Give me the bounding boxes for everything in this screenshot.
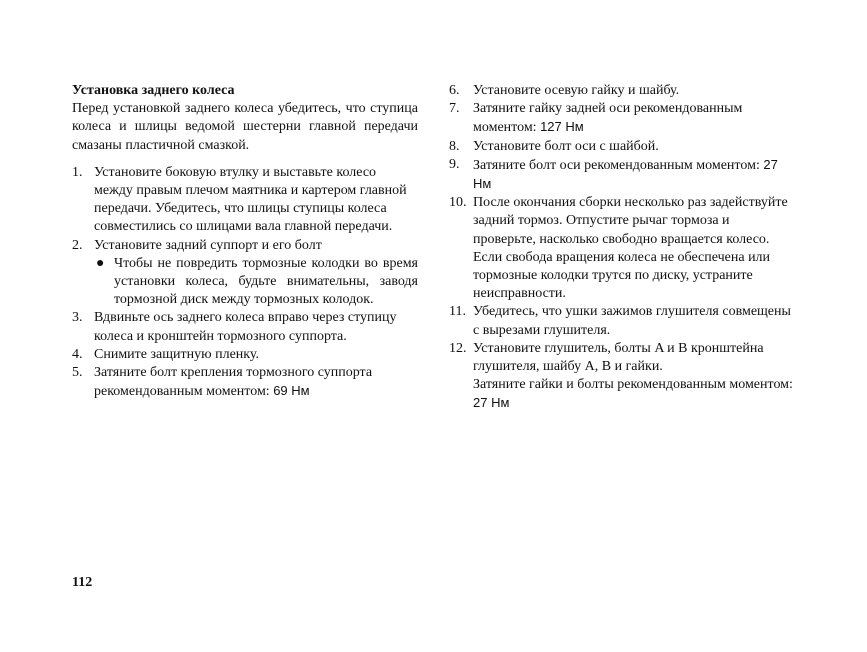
right-column [449, 82, 794, 414]
step-text-continued: Затяните гайки и болты рекомендованным моментом: [473, 377, 793, 393]
step-text: Установите боковую втулку и выставьте колесо между правым плечом маятника и картером главной передачи. Убедитесь, что шлицы ступицы колеса совместились со шлицами вала главной передачи. [94, 164, 407, 235]
torque-value: 127 Нм [540, 119, 584, 135]
bullet-list [94, 255, 418, 310]
step-1 [72, 164, 418, 237]
step-number: 1. [72, 164, 83, 180]
step-number: 12. [449, 340, 467, 356]
step-text: После окончания сборки несколько раз задействуйте задний тормоз. Отпустите рычаг тормоза и проверьте, насколько свободно вращается колесо. Если свобода вращения колеса не обеспечена или тормозные колодки трутся по диску, устраните неисправности. [473, 195, 788, 302]
step-number: 2. [72, 237, 83, 253]
step-text: Убедитесь, что ушки зажимов глушителя совмещены с вырезами глушителя. [473, 304, 791, 338]
step-number: 9. [449, 156, 460, 172]
step-7 [449, 100, 794, 137]
page-number: 112 [72, 575, 93, 590]
step-number: 4. [72, 346, 83, 362]
section-heading: Установка заднего колеса [72, 83, 235, 98]
step-10 [449, 194, 794, 303]
step-6 [449, 82, 794, 100]
step-text: Затяните болт крепления тормозного суппорта рекомендованным моментом: [94, 365, 373, 400]
step-number: 5. [72, 365, 83, 381]
step-2 [72, 237, 418, 310]
step-text: Установите задний суппорт и его болт [94, 237, 322, 253]
step-number: 7. [449, 101, 460, 117]
step-text: Установите болт оси с шайбой. [473, 138, 659, 154]
torque-value: 27 Нм [473, 395, 510, 411]
step-12 [449, 340, 794, 414]
step-11 [449, 303, 794, 339]
bullet-item [94, 255, 418, 310]
step-number: 3. [72, 310, 83, 326]
step-number: 8. [449, 138, 460, 154]
step-3 [72, 309, 418, 345]
step-text: Вдвиньте ось заднего колеса вправо через ступицу колеса и кронштейн тормозного суппорта. [94, 310, 397, 344]
step-9 [449, 156, 794, 194]
bullet-text: Чтобы не повредить тормозные колодки во время установки колеса, будьте внимательны, заводя тормозной диск между тормозных колодок. [114, 255, 418, 308]
step-number: 11. [449, 304, 466, 320]
step-text: Снимите защитную пленку. [94, 346, 259, 362]
torque-value: 27 Нм [473, 156, 778, 192]
left-column [72, 82, 418, 401]
step-text: Установите осевую гайку и шайбу. [473, 83, 680, 98]
step-text: Установите глушитель, болты A и B кронштейна глушителя, шайбу A, B и гайки. [473, 340, 764, 375]
step-8 [449, 138, 794, 156]
step-number: 10. [449, 195, 467, 211]
step-5 [72, 364, 418, 401]
step-text: Затяните болт оси рекомендованным моментом: [473, 157, 764, 173]
step-4 [72, 346, 418, 364]
step-number: 6. [449, 83, 460, 98]
steps-list-left [72, 164, 418, 402]
torque-value: 69 Нм [273, 383, 310, 399]
bullet-dot-icon: ● [96, 255, 105, 271]
intro-paragraph: Перед установкой заднего колеса убедитесь, что ступица колеса и шлицы ведомой шестерни главной передачи смазаны пластичной смазкой. [72, 101, 418, 153]
steps-list-right [449, 82, 794, 414]
step-text: Затяните гайку задней оси рекомендованным моментом: [473, 101, 743, 136]
